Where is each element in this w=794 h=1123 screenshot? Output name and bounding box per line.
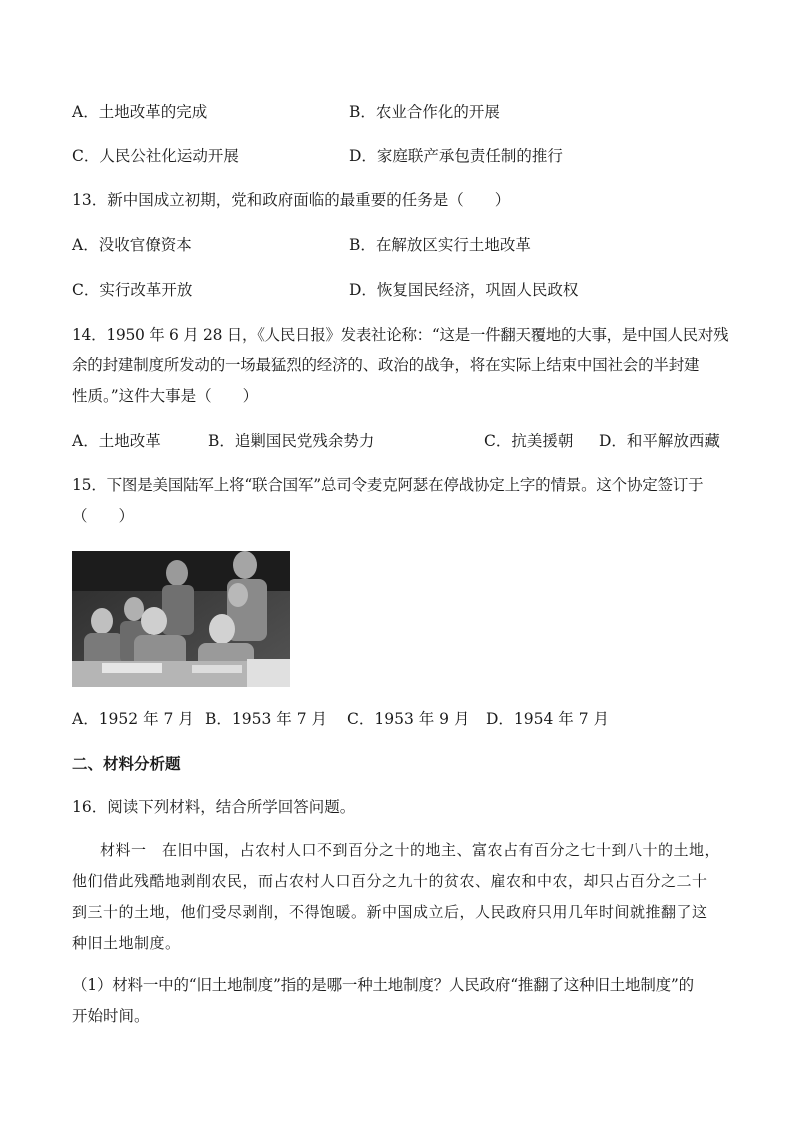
q13-stem: 13．新中国成立初期，党和政府面临的最重要的任务是（ ） xyxy=(72,191,511,209)
q14-option-c: C．抗美援朝 xyxy=(484,432,574,450)
q15-stem-line1: 15．下图是美国陆军上将“联合国军”总司令麦克阿瑟在停战协定上字的情景。这个协定签订于 xyxy=(72,476,704,494)
q13-option-b: B．在解放区实行土地改革 xyxy=(349,236,531,254)
q16-material-line2: 他们借此残酷地剥削农民，而占农村人口百分之九十的贫农、雇农和中农，却只占百分之二十 xyxy=(72,872,708,890)
q15-option-d: D．1954 年 7 月 xyxy=(486,710,610,728)
q16-material-line4: 种旧土地制度。 xyxy=(72,934,181,952)
q14-stem-line3: 性质。”这件大事是（ ） xyxy=(72,387,259,405)
armistice-signing-photo xyxy=(72,551,290,687)
section-heading-material-analysis: 二、材料分析题 xyxy=(72,755,181,773)
q12-option-b: B．农业合作化的开展 xyxy=(349,103,500,121)
q16-material-line1: 材料一 在旧中国，占农村人口不到百分之十的地主、富农占有百分之七十到八十的土地， xyxy=(100,841,721,859)
q14-stem-line2: 余的封建制度所发动的一场最猛烈的经济的、政治的战争，将在实际上结束中国社会的半封建 xyxy=(72,356,700,374)
q13-option-c: C．实行改革开放 xyxy=(72,281,193,299)
q12-option-d: D．家庭联产承包责任制的推行 xyxy=(349,147,563,165)
q15-stem-line2: （ ） xyxy=(72,507,135,525)
q12-option-a: A．土地改革的完成 xyxy=(72,103,208,121)
q15-option-c: C．1953 年 9 月 xyxy=(347,710,470,728)
q12-option-c: C．人民公社化运动开展 xyxy=(72,147,239,165)
q16-subquestion-1-line1: （1）材料一中的“旧土地制度”指的是哪一种土地制度？人民政府“推翻了这种旧土地制度”的 xyxy=(72,976,694,994)
q14-option-b: B．追剿国民党残余势力 xyxy=(208,432,375,450)
q16-subquestion-1-line2: 开始时间。 xyxy=(72,1007,150,1025)
q16-stem: 16．阅读下列材料，结合所学回答问题。 xyxy=(72,798,356,816)
q13-option-d: D．恢复国民经济，巩固人民政权 xyxy=(349,281,579,299)
q15-option-b: B．1953 年 7 月 xyxy=(205,710,327,728)
q14-option-d: D．和平解放西藏 xyxy=(599,432,720,450)
q13-option-a: A．没收官僚资本 xyxy=(72,236,192,254)
q16-material-line3: 到三十的土地，他们受尽剥削，不得饱暖。新中国成立后，人民政府只用几年时间就推翻了这 xyxy=(72,903,708,921)
q15-option-a: A．1952 年 7 月 xyxy=(72,710,194,728)
q14-stem-line1: 14．1950 年 6 月 28 日，《人民日报》发表社论称：“这是一件翻天覆地的大事，是中国人民对残 xyxy=(72,326,729,344)
q14-option-a: A．土地改革 xyxy=(72,432,161,450)
